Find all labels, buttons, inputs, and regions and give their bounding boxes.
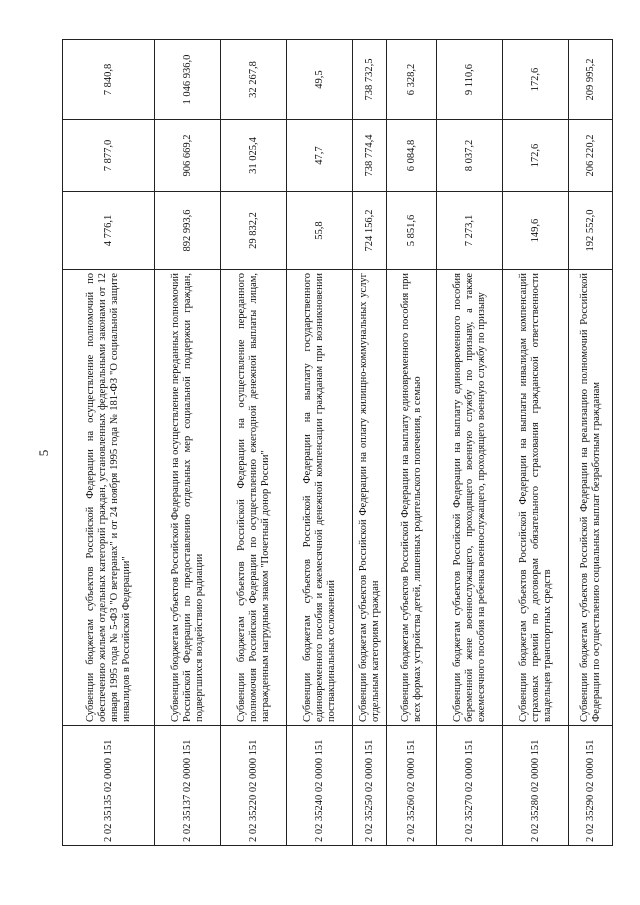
amount-year-2: 206 220,2 xyxy=(569,120,613,192)
amount-year-3: 1 046 936,0 xyxy=(155,40,221,120)
amount-year-2: 8 037,2 xyxy=(437,120,503,192)
amount-year-3: 6 328,2 xyxy=(387,40,437,120)
income-name: Субвенции бюджетам субъектов Российской Федерации на выплату государственного единовременного пособия и ежемесячной денежной компенсации гражданам при возникновении поствакцинальных осложнений xyxy=(287,270,353,726)
income-name: Субвенции бюджетам субъектов Российской Федерации на реализацию полномочий Российской Федерации по осуществлению социальных выплат безработным гражданам xyxy=(569,270,613,726)
amount-year-3: 49,5 xyxy=(287,40,353,120)
table-row xyxy=(63,40,155,846)
amount-year-2: 738 774,4 xyxy=(353,120,387,192)
budget-code: 2 02 35137 02 0000 151 xyxy=(155,726,221,846)
table-row xyxy=(287,40,353,846)
budget-code: 2 02 35260 02 0000 151 xyxy=(387,726,437,846)
budget-code: 2 02 35250 02 0000 151 xyxy=(353,726,387,846)
budget-code: 2 02 35240 02 0000 151 xyxy=(287,726,353,846)
amount-year-3: 172,6 xyxy=(503,40,569,120)
amount-year-1: 149,6 xyxy=(503,192,569,270)
income-name: Субвенции бюджетам субъектов Российской Федерации на оплату жилищно-коммунальных услуг отдельным категориям граждан xyxy=(353,270,387,726)
table-row xyxy=(503,40,569,846)
amount-year-1: 55,8 xyxy=(287,192,353,270)
amount-year-1: 724 156,2 xyxy=(353,192,387,270)
amount-year-2: 906 669,2 xyxy=(155,120,221,192)
income-name: Субвенции бюджетам субъектов Российской Федерации на выплату единовременного пособия при всех формах устройства детей, лишенных родительского попечения, в семью xyxy=(387,270,437,726)
table-row xyxy=(437,40,503,846)
table-area xyxy=(62,40,612,846)
amount-year-1: 5 851,6 xyxy=(387,192,437,270)
amount-year-1: 4 776,1 xyxy=(63,192,155,270)
amount-year-2: 47,7 xyxy=(287,120,353,192)
table-row xyxy=(353,40,387,846)
amount-year-2: 172,6 xyxy=(503,120,569,192)
income-name: Субвенции бюджетам субъектов Российской Федерации на осуществление переданного полномочия Российской Федерации по осуществлению ежегодной денежной выплаты лицам, награжденным нагрудным знаком "Почетный донор России" xyxy=(221,270,287,726)
amount-year-1: 7 273,1 xyxy=(437,192,503,270)
amount-year-1: 29 832,2 xyxy=(221,192,287,270)
page-number: 5 xyxy=(36,449,51,457)
budget-table-container xyxy=(62,40,612,846)
income-name: Субвенции бюджетам субъектов Российской Федерации на осуществление переданных полномочий Российской Федерации по предоставлению отдельных мер социальной поддержки граждан, подвергшихся воздействию радиации xyxy=(155,270,221,726)
amount-year-3: 7 840,8 xyxy=(63,40,155,120)
income-name: Субвенции бюджетам субъектов Российской Федерации на осуществление полномочий по обеспечению жильем отдельных категорий граждан, установленных федеральными законами от 12 января 1995 года № 5-ФЗ "О ветеранах" и от 24 ноября 1995 года № 181-ФЗ "О социальной защите инвалидов в Российской Федерации" xyxy=(63,270,155,726)
amount-year-3: 209 995,2 xyxy=(569,40,613,120)
table-body xyxy=(63,40,613,846)
table-row xyxy=(569,40,613,846)
budget-code: 2 02 35220 02 0000 151 xyxy=(221,726,287,846)
amount-year-2: 6 084,8 xyxy=(387,120,437,192)
amount-year-1: 192 552,0 xyxy=(569,192,613,270)
budget-code: 2 02 35290 02 0000 151 xyxy=(569,726,613,846)
amount-year-1: 892 993,6 xyxy=(155,192,221,270)
income-name: Субвенции бюджетам субъектов Российской Федерации на выплату единовременного пособия беременной жене военнослужащего, проходящего военную службу по призыву, а также ежемесячного пособия на ребенка военнослужащего, проходящего военную службу по призыву xyxy=(437,270,503,726)
table-row xyxy=(221,40,287,846)
budget-code: 2 02 35270 02 0000 151 xyxy=(437,726,503,846)
budget-table xyxy=(62,39,613,846)
amount-year-2: 7 877,0 xyxy=(63,120,155,192)
amount-year-3: 32 267,8 xyxy=(221,40,287,120)
budget-code: 2 02 35135 02 0000 151 xyxy=(63,726,155,846)
table-row xyxy=(155,40,221,846)
table-row xyxy=(387,40,437,846)
budget-code: 2 02 35280 02 0000 151 xyxy=(503,726,569,846)
amount-year-3: 738 732,5 xyxy=(353,40,387,120)
amount-year-2: 31 025,4 xyxy=(221,120,287,192)
income-name: Субвенции бюджетам субъектов Российской Федерации на выплаты инвалидам компенсаций страховых премий по договорам обязательного страхования гражданской ответственности владельцев транспортных средств xyxy=(503,270,569,726)
amount-year-3: 9 110,6 xyxy=(437,40,503,120)
